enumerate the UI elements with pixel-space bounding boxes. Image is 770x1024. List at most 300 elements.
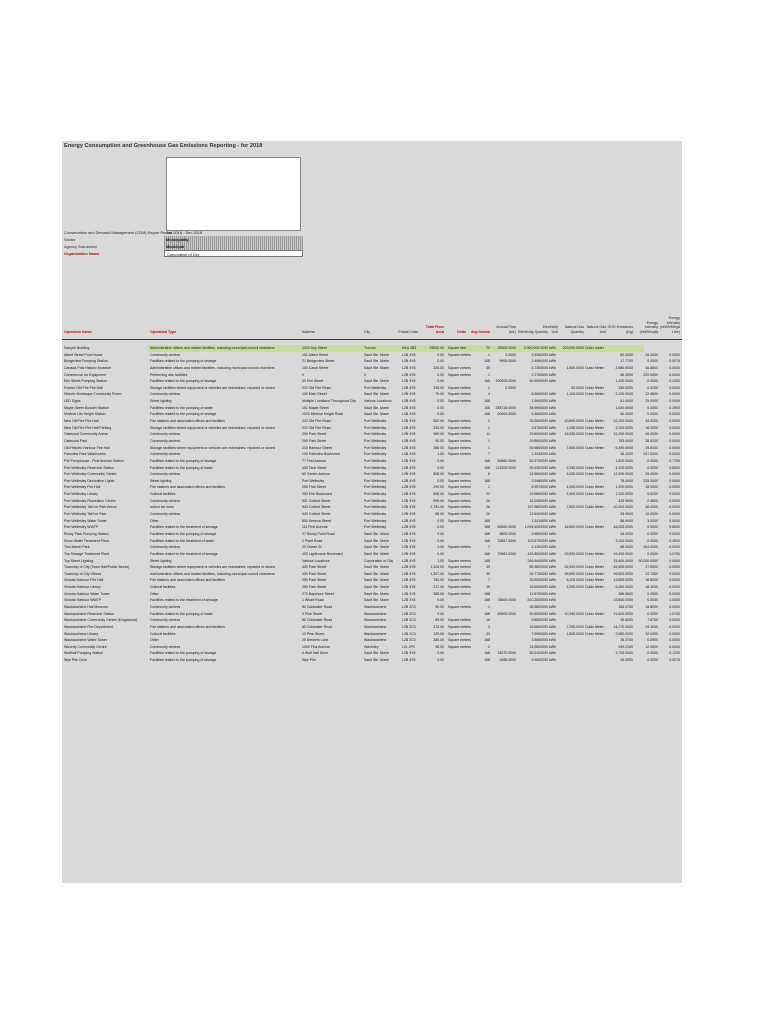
cell-annual-flow: 9800.0000: [499, 531, 516, 536]
cell-postal: L2B 4Y8: [402, 359, 416, 364]
cell-energy-intensity: 0.0900: [647, 638, 658, 643]
cell-floor-area: 682.00: [433, 419, 444, 424]
table-row[interactable]: [62, 564, 682, 571]
cell-energy-intensity: 7.6700: [647, 618, 658, 623]
table-row[interactable]: [62, 571, 682, 578]
cell-postal: L2B 4Y8: [402, 445, 416, 450]
cell-address: 800 Seneca Street: [302, 518, 331, 523]
table-row[interactable]: [62, 451, 682, 458]
cell-avg-hours: 40: [486, 565, 490, 570]
cell-floor-area: 0.00: [437, 531, 444, 536]
cell-floor-area: 1.00: [437, 545, 444, 550]
cell-operation-type: Fire stations and associated offices and facilities: [150, 624, 225, 629]
cell-electricity-qty: 1.3340000: [531, 452, 548, 457]
table-row[interactable]: [62, 644, 682, 651]
cell-electricity-qty: 92.7700000: [529, 571, 548, 576]
table-row[interactable]: [62, 584, 682, 591]
cell-energy-intensity: 26.0000: [645, 352, 658, 357]
cell-address: 6 Wolf Hall Drive: [302, 651, 328, 656]
cell-electricity-unit: kWh: [549, 346, 556, 350]
cell-floor-area: 217.00: [433, 585, 444, 590]
cell-city: Sault Ste. Marie: [364, 598, 389, 603]
cell-postal: L2B 4Y8: [402, 565, 416, 570]
cell-address: 100 Main Street: [302, 392, 327, 397]
cell-floor-area: 0.00: [437, 379, 444, 384]
cell-avg-hours: 168: [484, 611, 490, 616]
col-floor-area: Total Floor Area: [425, 325, 444, 334]
cell-gas-qty: 82.0000: [571, 385, 584, 390]
cell-electricity-unit: kWh: [549, 578, 556, 583]
cell-electricity-qty: 12.9600000: [529, 472, 548, 477]
cell-address: 20 Ocean St: [302, 545, 322, 550]
col-electricity-unit: Electricity Unit: [542, 325, 558, 334]
cell-electricity-unit: kWh: [549, 352, 556, 357]
cell-operation-type: Cultural facilities: [150, 585, 176, 590]
cell-ghg: 46,000.0000: [613, 525, 633, 530]
cell-gas-unit: Cubic Meter: [585, 565, 604, 570]
cell-gas-unit: Cubic Meter: [585, 585, 604, 590]
cell-energy-intensity: 9.6200: [647, 492, 658, 497]
cell-gas-unit: Cubic Meter: [585, 432, 604, 437]
table-row[interactable]: [62, 398, 682, 405]
cell-electricity-qty: 16.2980000: [529, 498, 548, 503]
cell-units: Square meters: [448, 505, 471, 510]
table-row[interactable]: [62, 544, 682, 551]
cell-units: Square meters: [448, 638, 471, 643]
cell-energy-intensity-flow: 1.0700: [669, 551, 680, 556]
table-row[interactable]: [62, 418, 682, 425]
cell-avg-hours: 1: [488, 385, 490, 390]
meta-value[interactable]: Municipality: [164, 236, 303, 243]
cell-ghg: 3,100.0000: [615, 538, 633, 543]
cell-avg-hours: 168: [484, 518, 490, 523]
table-row[interactable]: [62, 577, 682, 584]
cell-ghg: 2,100.0000: [615, 392, 633, 397]
cell-operation-type: Fire stations and associated offices and facilities: [150, 419, 225, 424]
cell-electricity-unit: kWh: [549, 644, 556, 649]
cell-postal: L2B 2C3: [402, 624, 416, 629]
cell-ghg: 80.0000: [620, 352, 633, 357]
cell-gas-qty: 6,200.0000: [566, 472, 584, 477]
cell-postal: L2B 2C3: [402, 611, 416, 616]
cell-energy-intensity: 29.0000: [645, 472, 658, 477]
cell-energy-intensity: 38.0000: [645, 505, 658, 510]
meta-value[interactable]: Corporation of City: [164, 250, 303, 257]
cell-electricity-unit: kWh: [549, 611, 556, 616]
cell-operation-name: Historic Burlesque Community Room: [64, 392, 122, 397]
cell-annual-flow: 80660.0000: [497, 458, 516, 463]
cell-address: 100 Parkview Boulevard: [302, 452, 340, 457]
cell-gas-unit: Cubic Meter: [585, 392, 604, 397]
cell-operation-type: Performing arts facilities: [150, 372, 188, 377]
cell-energy-intensity: 0.0000: [647, 531, 658, 536]
cell-operation-name: LED Signs: [64, 399, 81, 404]
cell-operation-name: Waubaushene Fire Department: [64, 624, 113, 629]
cell-city: Sault Ste. Marie: [364, 658, 389, 663]
cell-units: Square meters: [448, 399, 471, 404]
cell-operation-name: Port Wellesley Decorative Lights: [64, 478, 115, 483]
cell-address: 400 Park Street: [302, 565, 327, 570]
table-row[interactable]: [62, 431, 682, 438]
cell-energy-intensity: 0.0000: [647, 412, 658, 417]
table-row[interactable]: [62, 524, 682, 531]
cell-energy-intensity-flow: 0.0000: [669, 438, 680, 443]
table-row[interactable]: [62, 611, 682, 618]
cell-ghg: 2,980.0000: [615, 631, 633, 636]
cell-operation-name: Port Wellesley WWTP: [64, 525, 99, 530]
cell-address: 30 Elm Street: [302, 379, 324, 384]
cell-gas-qty: 16,800.0000: [564, 525, 584, 530]
cell-postal: L2B 4Y8: [402, 498, 416, 503]
cell-electricity-unit: kWh: [549, 505, 556, 510]
table-row[interactable]: [62, 358, 682, 365]
cell-electricity-unit: kWh: [549, 392, 556, 397]
cell-electricity-qty: 62.9700000: [529, 458, 548, 463]
cell-units: Square meters: [448, 372, 471, 377]
table-row[interactable]: [62, 385, 682, 392]
cell-ghg: 29,400.0000: [613, 551, 633, 556]
cell-ghg: 386.9600: [618, 591, 633, 596]
cell-annual-flow: 0.0000: [505, 352, 516, 357]
cell-operation-type: Administrative offices and related facilities, including municipal council chambers: [150, 346, 275, 350]
table-row[interactable]: [62, 657, 682, 664]
cell-ghg: 34.0000: [620, 531, 633, 536]
table-row[interactable]: [62, 538, 682, 545]
table-row[interactable]: [62, 425, 682, 432]
cell-avg-hours: 23: [486, 631, 490, 636]
cell-city: Sault Ste. Marie: [364, 531, 389, 536]
cell-electricity-unit: kWh: [549, 598, 556, 603]
table-row[interactable]: [62, 591, 682, 598]
cell-avg-hours: 26: [486, 498, 490, 503]
cell-energy-intensity-flow: 0.0000: [669, 578, 680, 583]
cell-city: Port Wellesley: [364, 525, 387, 530]
sheet-title: Energy Consumption and Greenhouse Gas Emissions Reporting - for 2018: [64, 143, 263, 149]
cell-postal: L0L 2P0: [402, 644, 415, 649]
cell-annual-flow: 33567.0000: [497, 538, 516, 543]
cell-address: 101 Maple Street: [302, 405, 329, 410]
cell-electricity-unit: kWh: [549, 658, 556, 663]
cell-avg-hours: 168: [484, 412, 490, 417]
cell-postal: L2B 4Y8: [402, 551, 416, 556]
cell-address: 100 Canal Street: [302, 365, 329, 370]
col-operation-name: Operation Name: [64, 329, 92, 334]
cell-gas-qty: 1,800.0000: [566, 631, 584, 636]
cell-energy-intensity: 22.9800: [645, 392, 658, 397]
cell-address: 27 Rocky Point Road: [302, 531, 335, 536]
cell-ghg: 945.2100: [618, 644, 633, 649]
cell-city: Port Wellesley: [364, 485, 387, 490]
table-row[interactable]: [62, 345, 682, 352]
cell-electricity-qty: 420.8000000: [527, 551, 548, 556]
cell-units: Square meters: [448, 498, 471, 503]
cell-ghg: 66.3900: [620, 372, 633, 377]
cell-electricity-unit: kWh: [549, 624, 556, 629]
cell-city: Port Wellesley: [364, 478, 387, 483]
cell-city: Sault Ste. Marie: [364, 585, 389, 590]
cell-address: 543 Colbert Street: [302, 512, 331, 517]
cell-city: Port Wellesley: [364, 518, 387, 523]
cell-address: Multiple Locations Throughout City: [302, 399, 356, 404]
cell-units: Square meters: [448, 432, 471, 437]
cell-ghg: 78.0000: [620, 478, 633, 483]
cell-electricity-qty: 2.2700000: [531, 372, 548, 377]
cell-gas-unit: Cubic Meter: [585, 525, 604, 530]
cell-avg-hours: 15: [486, 585, 490, 590]
cell-postal: L2B 4Y8: [402, 651, 416, 656]
table-row[interactable]: [62, 511, 682, 518]
cell-avg-hours: 1: [488, 485, 490, 490]
cell-address: 1 Plant Road: [302, 538, 323, 543]
cell-energy-intensity: 34.0200: [645, 419, 658, 424]
table-row[interactable]: [62, 558, 682, 565]
meta-label: Conservation and Demand Management (CDM) Report Period: [64, 230, 172, 235]
cell-postal: L2B 4Y8: [402, 352, 416, 357]
cell-address: 1000 Any Street: [302, 346, 327, 350]
cell-postal: L2B 4Y8: [402, 578, 416, 583]
cell-avg-hours: 168: [484, 405, 490, 410]
cell-electricity-qty: 25.2600000: [529, 419, 548, 424]
cell-gas-qty: 1,050.0000: [566, 425, 584, 430]
cell-postal: M1A 2B3: [402, 346, 417, 350]
cell-floor-area: 0.00: [437, 611, 444, 616]
cell-city: Port Wellesley: [364, 425, 387, 430]
cell-operation-name: Snow Water Treatment Plant: [64, 538, 109, 543]
cell-address: 80 Coldwater Road: [302, 604, 332, 609]
cell-avg-hours: 168: [484, 379, 490, 384]
cell-city: Sault Ste. Marie: [364, 551, 389, 556]
cell-energy-intensity-flow: 0.0000: [669, 545, 680, 550]
table-row[interactable]: [62, 551, 682, 558]
cell-units: Square meters: [448, 419, 471, 424]
cell-floor-area: 0.00: [437, 405, 444, 410]
cell-electricity-unit: kWh: [549, 551, 556, 556]
cell-address: 1000 Flos Avenue: [302, 644, 330, 649]
cell-floor-area: 0.00: [437, 399, 444, 404]
table-row[interactable]: [62, 504, 682, 511]
table-row[interactable]: [62, 391, 682, 398]
cell-operation-type: Facilities related to the pumping of water: [150, 611, 213, 616]
table-row[interactable]: [62, 372, 682, 379]
cell-floor-area: 325.00: [433, 365, 444, 370]
cell-energy-intensity-flow: 0.0000: [669, 512, 680, 517]
cell-postal: L2B 2C3: [402, 638, 416, 643]
cell-energy-intensity-flow: 0.0000: [669, 492, 680, 497]
cell-electricity-unit: kWh: [549, 525, 556, 530]
cell-units: Square meters: [448, 604, 471, 609]
cell-avg-hours: 1: [488, 438, 490, 443]
cell-annual-flow: 112000.0000: [495, 465, 516, 470]
cell-annual-flow: 190000.0000: [495, 379, 516, 384]
cell-postal: L2B 2C3: [402, 604, 416, 609]
cell-operation-type: Facilities related to the pumping of sewage: [150, 651, 217, 656]
cell-electricity-qty: 6.7300000: [531, 365, 548, 370]
cell-energy-intensity-flow: 0.7700: [669, 458, 680, 463]
cell-address: 400 Park Street: [302, 571, 327, 576]
cell-energy-intensity: 0.0000: [647, 465, 658, 470]
cell-floor-area: 764.00: [433, 578, 444, 583]
cell-energy-intensity: 18.8000: [645, 578, 658, 583]
cell-avg-hours: 168: [484, 478, 490, 483]
cell-operation-type: Other: [150, 638, 159, 643]
cell-ghg: 6,460.0000: [615, 585, 633, 590]
cell-electricity-unit: kWh: [549, 425, 556, 430]
table-row[interactable]: [62, 498, 682, 505]
cell-avg-hours: 4: [488, 392, 490, 397]
meta-value[interactable]: Jan 2018 - Dec 2018: [166, 230, 203, 235]
cell-energy-intensity-flow: 0.0000: [669, 452, 680, 457]
cell-units: Square meters: [448, 518, 471, 523]
cell-ghg: 21,600.0000: [613, 611, 633, 616]
cell-address: 270 Bayshore Street: [302, 591, 334, 596]
cell-electricity-unit: kWh: [549, 538, 556, 543]
table-row[interactable]: [62, 378, 682, 385]
cell-operation-type: Facilities related to the treatment of sewage: [150, 525, 218, 530]
cell-floor-area: 0.00: [437, 538, 444, 543]
table-row[interactable]: [62, 411, 682, 418]
cell-operation-type: Community centres: [150, 432, 181, 437]
cell-electricity-unit: kWh: [549, 458, 556, 463]
cell-electricity-unit: kWh: [549, 359, 556, 364]
table-row[interactable]: [62, 631, 682, 638]
cell-energy-intensity: 12.0600: [645, 644, 658, 649]
table-row[interactable]: [62, 518, 682, 525]
table-row[interactable]: [62, 458, 682, 465]
table-row[interactable]: [62, 445, 682, 452]
cell-energy-intensity: 0.0000: [647, 651, 658, 656]
cell-electricity-unit: kWh: [549, 591, 556, 596]
cell-floor-area: 1.00: [437, 452, 444, 457]
cell-ghg: 17.7700: [620, 359, 633, 364]
table-row[interactable]: [62, 624, 682, 631]
cell-units: Square meters: [448, 624, 471, 629]
cell-energy-intensity: 16.0000: [645, 425, 658, 430]
table-row[interactable]: [62, 352, 682, 359]
cell-floor-area: 299.00: [433, 485, 444, 490]
table-row[interactable]: [62, 604, 682, 611]
cell-gas-qty: 32,920.0000: [564, 565, 584, 570]
cell-operation-type: Street lighting: [150, 558, 172, 563]
cell-address: 77 First Avenue: [302, 458, 327, 463]
cell-avg-hours: 7: [488, 578, 490, 583]
cell-electricity-qty: 80.2400000: [529, 651, 548, 656]
cell-operation-name: Canada Post Historic Museum: [64, 365, 112, 370]
cell-energy-intensity: 0.0200: [647, 385, 658, 390]
cell-avg-hours: 16: [486, 618, 490, 623]
cell-electricity-qty: 3.8760000: [531, 425, 548, 430]
cell-avg-hours: 8: [488, 472, 490, 477]
table-row[interactable]: [62, 597, 682, 604]
cell-ghg: 99,800.0000: [613, 571, 633, 576]
cell-operation-type: Indoor ice rinks: [150, 505, 174, 510]
cell-floor-area: 0.00: [437, 372, 444, 377]
cell-electricity-qty: 8.9570000: [531, 485, 548, 490]
cell-energy-intensity-flow: 0.0000: [669, 445, 680, 450]
cell-operation-type: Street lighting: [150, 478, 172, 483]
cell-city: Sault Ste. Marie: [364, 565, 389, 570]
table-row[interactable]: [62, 484, 682, 491]
cell-energy-intensity: 32.0200: [645, 631, 658, 636]
cell-energy-intensity-flow: 0.0000: [669, 644, 680, 649]
table-row[interactable]: [62, 471, 682, 478]
cell-operation-type: Community centres: [150, 618, 181, 623]
cell-postal: L2B 4Y8: [402, 379, 416, 384]
cell-energy-intensity: 0.0000: [647, 538, 658, 543]
table-row[interactable]: [62, 438, 682, 445]
table-row[interactable]: [62, 617, 682, 624]
cell-operation-type: Storage facilities where equipment or vehicles are maintained, repaired or stored: [150, 565, 275, 570]
cell-floor-area: 286.00: [433, 445, 444, 450]
cell-avg-hours: 1: [488, 445, 490, 450]
col-annual-flow: Annual Flow (ML): [496, 325, 516, 334]
cell-gas-qty: 39,650.0000: [564, 571, 584, 576]
col-gas-qty: Natural Gas Quantity: [564, 325, 584, 334]
cell-floor-area: 0.00: [437, 518, 444, 523]
cell-units: Square meters: [448, 478, 471, 483]
table-row[interactable]: [62, 478, 682, 485]
cell-electricity-unit: kWh: [549, 485, 556, 490]
table-row[interactable]: [62, 491, 682, 498]
cell-operation-name: New Old Fire Fire Hall: [64, 419, 99, 424]
table-row[interactable]: [62, 650, 682, 657]
cell-operation-type: Storage facilities where equipment or vehicles are maintained, repaired or stored: [150, 445, 275, 450]
cell-electricity-qty: 60.9900000: [529, 379, 548, 384]
cell-operation-name: Waubaushene Water Tower: [64, 638, 107, 643]
cell-operation-type: Community centres: [150, 644, 181, 649]
cell-electricity-unit: kWh: [549, 372, 556, 377]
cell-electricity-qty: 55.9900000: [529, 405, 548, 410]
cell-city: Port Wellesley: [364, 458, 387, 463]
table-row[interactable]: [62, 405, 682, 412]
meta-value[interactable]: Municipal: [164, 243, 303, 250]
cell-avg-hours: 70: [486, 346, 490, 350]
cell-units: Square meters: [448, 492, 471, 497]
cell-operation-name: Bridgeview Pumping Station: [64, 359, 108, 364]
cell-energy-intensity-flow: 0.0000: [669, 591, 680, 596]
table-row[interactable]: [62, 531, 682, 538]
cell-electricity-qty: 35.9800000: [529, 604, 548, 609]
cell-ghg: 3,200.0000: [615, 425, 633, 430]
cell-energy-intensity-flow: 0.0000: [669, 631, 680, 636]
data-table: [62, 345, 682, 664]
table-row[interactable]: [62, 365, 682, 372]
cell-operation-name: Waverly Community Centre: [64, 644, 107, 649]
cell-operation-type: Facilities related to the pumping of water: [150, 405, 213, 410]
cell-energy-intensity: 2.9800: [647, 498, 658, 503]
cell-energy-intensity: 18.3000: [645, 585, 658, 590]
cell-ghg: 6,490.0000: [615, 445, 633, 450]
cell-electricity-unit: kWh: [549, 472, 556, 477]
cell-operation-name: Port Wellesley Fire Hall: [64, 485, 101, 490]
col-city: City: [364, 329, 371, 334]
table-row[interactable]: [62, 637, 682, 644]
cell-postal: L2B 4Y8: [402, 598, 416, 603]
cell-address: 290 Park Street: [302, 432, 327, 437]
cell-address: 101 Albert Street: [302, 352, 329, 357]
logo-placeholder-box: [166, 157, 301, 231]
cell-ghg: 12,400.0000: [613, 472, 633, 477]
table-row[interactable]: [62, 465, 682, 472]
cell-city: Sault Ste. Marie: [364, 651, 389, 656]
meta-label: Organization Name: [64, 251, 100, 256]
cell-operation-name: New Old Fire Fire Hall Parking: [64, 425, 112, 430]
cell-energy-intensity-flow: 1.0400: [669, 598, 680, 603]
cell-ghg: 753.0000: [618, 438, 633, 443]
cell-operation-type: Facilities related to the treatment of water: [150, 538, 215, 543]
cell-gas-unit: Cubic Meter: [585, 611, 604, 616]
cell-energy-intensity: 220.0000: [643, 372, 658, 377]
cell-ghg: 1,800.0000: [615, 458, 633, 463]
